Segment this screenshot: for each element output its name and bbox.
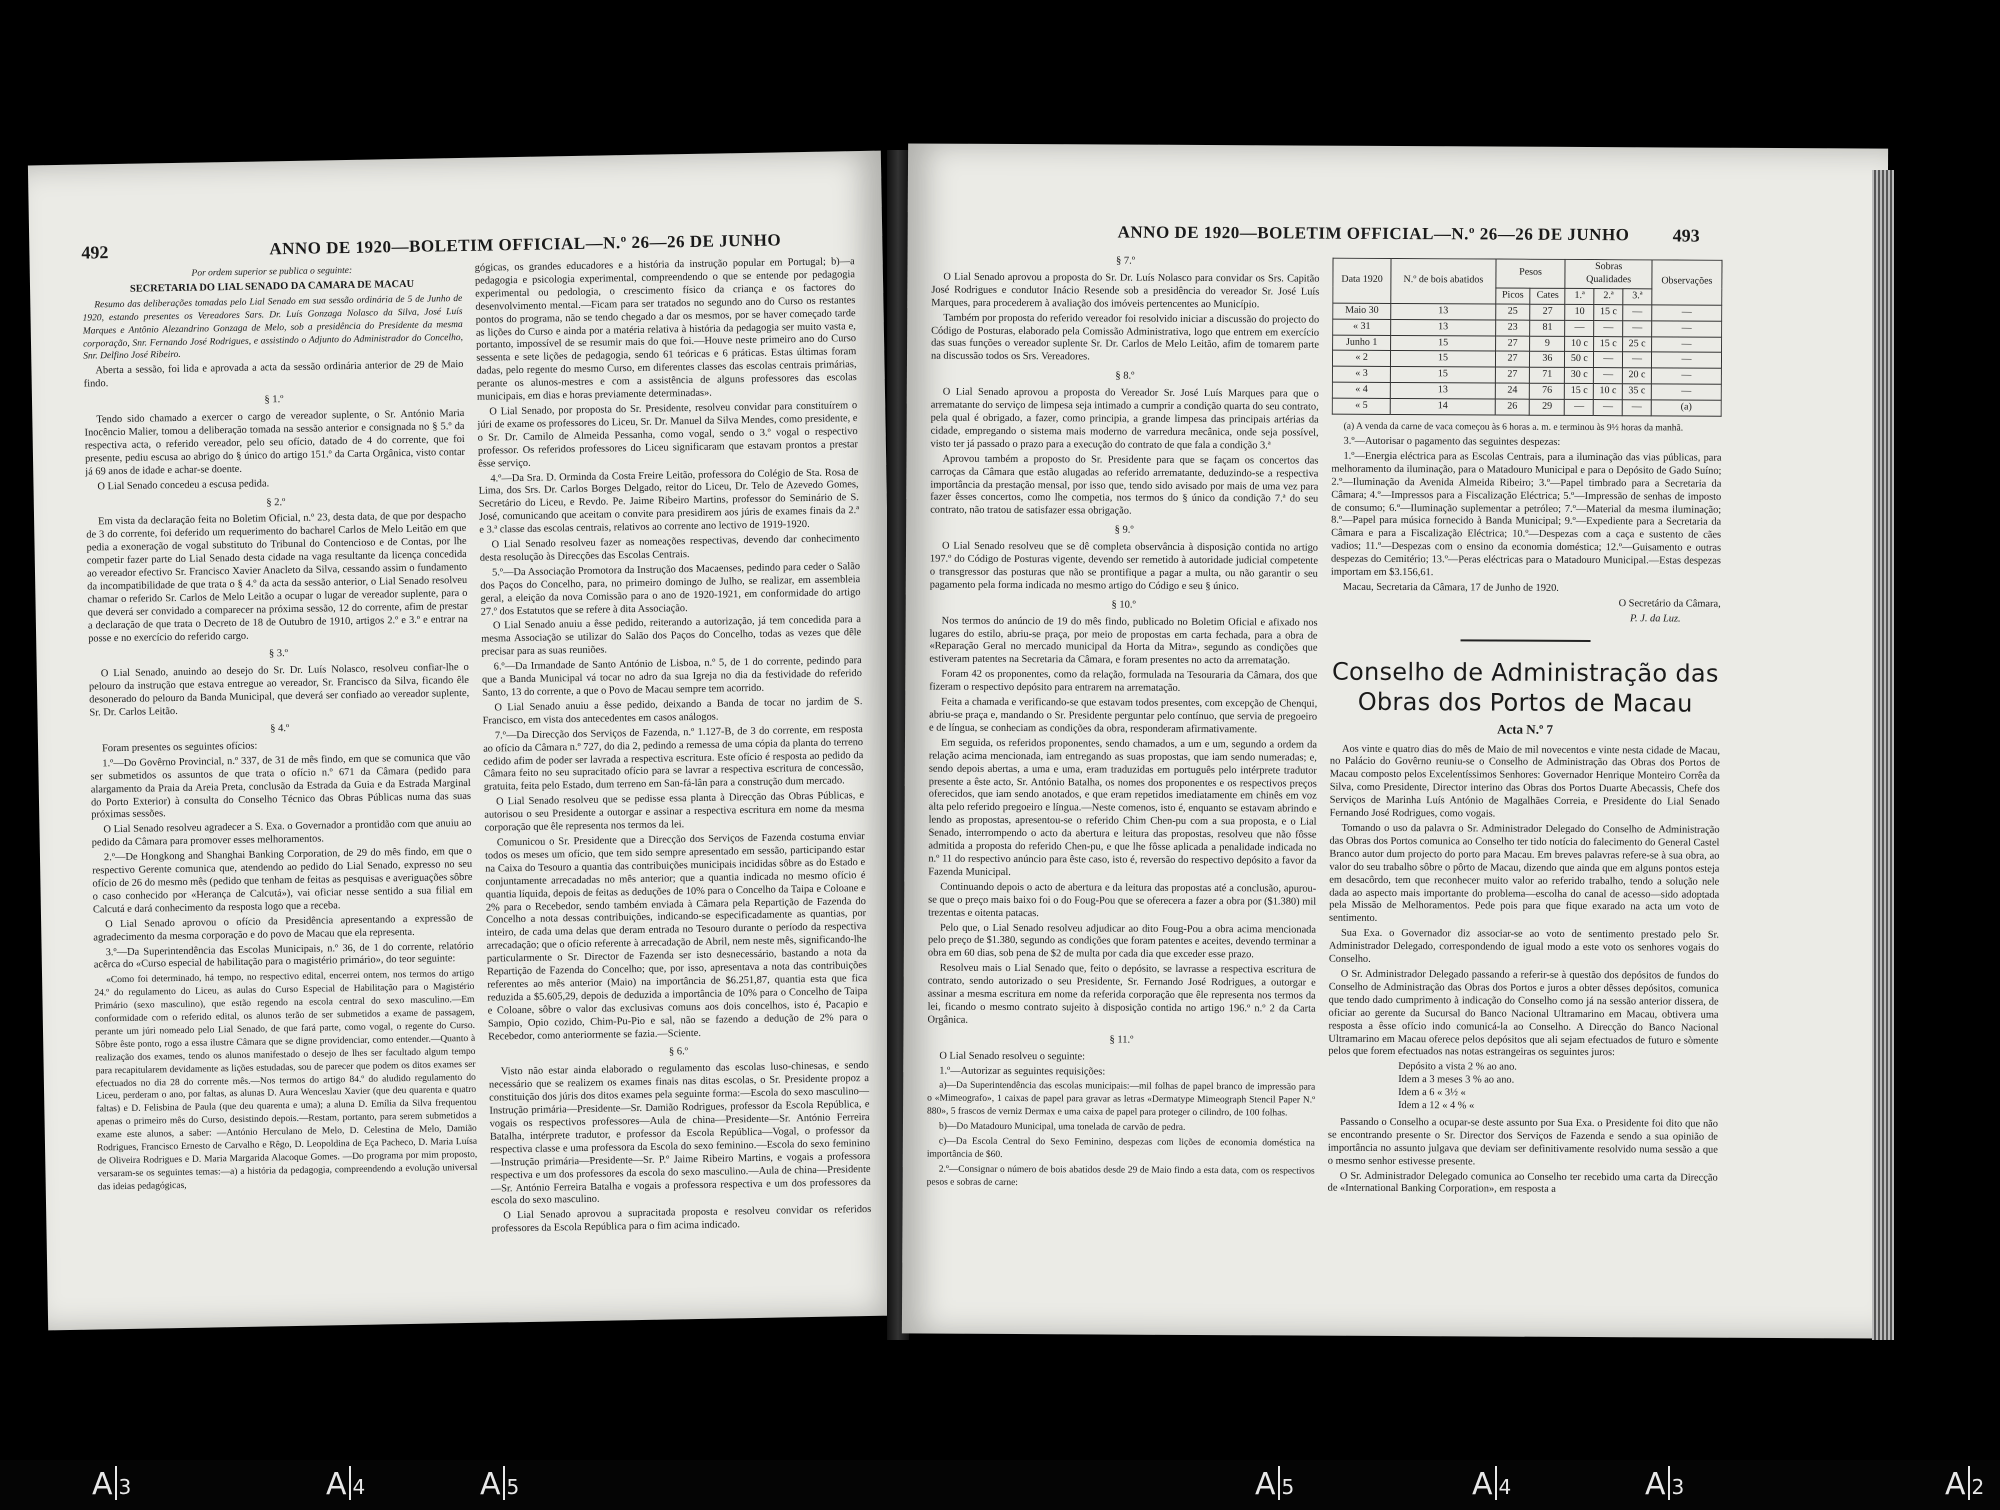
closing-place: Macau, Secretaria da Câmara, 17 de Junho de 1920. [1342,581,1559,594]
table-cell: — [1652,336,1722,352]
table-cell: — [1565,320,1594,336]
table-cell: 15 [1391,351,1496,367]
section-heading: § 11.º [1109,1034,1134,1046]
table-cell: — [1623,304,1652,320]
paragraph: Nos termos do anúncio de 19 do mês findo, publicado no Boletim Oficial e afixado nos lugares do estilo, abriu-se praça, por meio de propostas em carta fechada, para a obra de «Reparação Geral no mercado municipal da Horta da Mitra», segundo as condições que estiveram patentes na Secretaria da Câmara, e foram presentes no acto da arrematação. [929,615,1318,667]
table-subheader: Qualidades [1586,273,1632,286]
closing-role: O Secretário da Câmara, [1618,598,1721,610]
table-cell: — [1622,400,1651,416]
table-cell: 24 [1495,383,1530,399]
paragraph: 2.º—Consignar o número de bois abatidos desde 29 de Maio findo a esta data, com os respectivos pesos e sobras de carne: [926,1164,1315,1188]
slaughter-table [1332,258,1723,417]
paragraph: 3.º—Autorisar o pagamento das seguintes despezas: [1343,435,1561,448]
table-subheader: 3.ª [1623,289,1652,305]
paragraph: 1.º—Do Govêrno Provincial, n.º 337, de 31 de mês findo, em que se comunica que vão ser submetidos os assuntos de que trata o ofício n.º 671 da Câmara (pedido para alargamento da Praia da Areia Preta, conclusão da Estrada da Guia e da Estrada Marginal do Porto Exterior) à consulta do Conselho Técnico das Obras Públicas numa das suas próximas sessões. [90,751,472,821]
table-cell: — [1594,320,1623,336]
paragraph: c)—Da Escola Central do Sexo Feminino, despezas com lições de economia doméstica na importância de $60. [926,1136,1315,1160]
table-cell: 27 [1495,336,1530,352]
table-cell: — [1594,400,1623,416]
paragraph: 5.º—Da Associação Promotora da Instrução dos Macaenses, pedindo para ceder o Salão dos Paços do Concelho, para, no primeiro domingo de Julho, se realizar, em assembleia geral, a eleição da nova Comissão para o ano de 1920-1921, em conformidade do artigo 27.º dos Estatutos que se refere à dita Associação. [480,560,861,618]
right-column-2 [1327,258,1723,1320]
film-mark: A 3 [1645,1467,1685,1502]
table-cell: « 3 [1332,367,1390,383]
table-cell: Maio 30 [1333,303,1391,319]
paragraph: Visto não estar ainda elaborado o regulamento das escolas luso-chinesas, e sendo necessário que se realizem os exames finais nas ditas escolas, o Sr. Presidente propoz a constituição dos júris dos ditos exames pela seguinte forma:—Escola do sexo masculino—Instrução primária—Presidente—Sr. Damião Rodrigues, professor da Escola República, e vogais os respectivos professores—Aula de china—Presidente—Sr. António Ferreira Batalha, intérprete tradutor, e professor da Escola República—Vogal, o professor da respectiva classe e uma professora da Escola do sexo feminino.—Escola do sexo feminino—Instrução primária—Presidente—Sr. P.º Jaime Ribeiro Martins, e vogais a professora respectiva e um dos professores da escola do sexo masculino.—Aula de china—Presidente—Sr. António Ferreira Batalha e vogais a professora respectiva e um dos professores da escola do sexo masculino. [488,1060,871,1208]
paragraph: Aos vinte e quatro dias do mês de Maio de mil novecentos e vinte nesta cidade de Macau, no Palácio do Govêrno reuniu-se o Conselho de Administração das Obras dos Portos de Macau composto pelos Excelentíssimos Senhores: Governador Henrique Monteiro Corrêa da Silva, como Presidente, Director interino das Obras dos Portos Duarte Abecassis, Chefe dos Serviços de Marinha Luís António de Magalhães Correia, e Presidente do Lial Senado Fernando José Rodrigues, como vogais. [1329,743,1720,820]
table-cell: — [1651,384,1721,400]
page-header: ANNO DE 1920—BOLETIM OFFICIAL—N.º 26—26 DE JUNHO [269,230,782,259]
section-heading: § 9.º [1114,524,1134,536]
table-cell: 15 c [1594,304,1623,320]
paragraph: O Lial Senado aprovou o ofício da Presidência apresentando a expressão de agradecimento da mesma corporação e do povo de Macau que ela representa. [93,912,474,944]
table-cell: 29 [1529,399,1564,415]
paragraph: Aprovou também a proposto do Sr. Presidente para que se façam os concertos das carroças da Câmara que estão alugadas ao referido arrematante, deduzindo-se a respectiva importância da prestação mensal, por isso que, tendo sido avisado por mais de uma vez para fazer êsses concertos, como lhe competia, nos termos do § único da condição 7.ª do seu contrato, não tratou de satisfazer essa obrigação. [930,453,1319,517]
table-header [1565,259,1652,288]
table-cell: 15 c [1565,384,1594,400]
table-subheader: Cates [1530,288,1565,304]
council-title: Conselho de Administração das Obras dos Portos de Macau [1331,657,1719,718]
rate-line: Depósito a vista 2 % ao ano. [1398,1061,1517,1073]
paragraph: 7.º—Da Direcção dos Serviços de Fazenda, n.º 1.127-B, de 3 do corrente, em resposta ao ofício da Câmara n.º 727, do dia 2, pedindo a remessa de uma cópia da planta do terreno cedido afim de poder ser lavrada a respectiva escritura. Este ofício é resposta ao pedido da Câmara feito no seu supracitado ofício para se lavrar a respectiva escritura de concessão, gratuita, feita pelo Estado, dum terreno em San-fá-lân para a construção dum mercado. [483,723,864,794]
table-row [1332,398,1721,416]
table-body [1332,303,1722,416]
paragraph: O Lial Senado resolveu o seguinte: [939,1050,1086,1063]
film-mark: A 4 [326,1467,366,1502]
table-cell: 20 c [1623,368,1652,384]
intro-line: Por ordem superior se publica o seguinte: [191,265,353,279]
section-heading: § 10.º [1111,599,1136,611]
left-page [28,151,901,1331]
right-page [902,143,1888,1338]
table-cell: « 4 [1332,382,1390,398]
table-cell: 27 [1530,304,1565,320]
table-cell: 35 c [1622,384,1651,400]
section-heading: § 6.º [668,1046,689,1058]
paragraph: Continuando depois o acto de abertura e da leitura das propostas até a conclusão, apurou-se que o preço mais baixo foi o do Foug-Pou que se oferecera a fazer a obra por ($1.380) mil trezentas e oitenta patacas. [928,881,1317,919]
paragraph: Em vista da declaração feita no Boletim Oficial, n.º 23, desta data, de que por despacho de 3 do corrente, foi deferido um requerimento do bacharel Carlos de Melo Leitão em que pedia a exoneração de vogal substituto do Tribunal do Contencioso e de Contas, por lhe competir fazer parte do Lial Senado desta cidade na vaga resultante da licença concedida ao vereador efectivo Sr. Francisco Xavier Anacleto da Silva, cessando assim o fundamento da incompatibilidade de que trata o § 4.º da acta da sessão anterior, o Lial Senado resolveu chamar o referido Sr. Carlos de Melo Leitão a ocupar o lugar de vereador suplente, para o que deverá ser convidado a comparecer na próxima sessão, 12 do corrente, afim de prestar a declaração de que trata o Decreto de 18 de Outubro de 1910, artigos 2.º e 3.º e entrar na posse e no exercício do referido cargo. [86,510,468,645]
table-cell: « 5 [1332,398,1390,414]
page-edges [1872,170,1894,1340]
paragraph: O Lial Senado anuiu a êsse pedido, deixando a Banda de tocar no jardim de S. Francisco, em vista dos antecedentes em casos análogos. [482,695,863,727]
table-cell: 36 [1530,352,1565,368]
table-cell: — [1623,320,1652,336]
paragraph: Feita a chamada e verificando-se que estavam todos presentes, com excepção de Chenqui, abriu-se praça e, mandando o Sr. Presidente perguntar pelo contínuo, que servia de pregoeiro e de língua, se conheciam as condições da obra, responderam afirmativamente. [929,696,1318,736]
paragraph: Comunicou o Sr. Presidente que a Direcção dos Serviços de Fazenda costuma enviar todos os meses um ofício, que tem sido sempre apresentado em sessão, participando estar na Caixa do Tesouro a quantia das contribuições municipais incididas sôbre as do Estado e conjuntamente arrecadadas no mês anterior; que a quantia indicada no mesmo ofício é quantia líquida, depois de feitas as deduções de 10% para o Concelho da Taipa e Coloane e 2% para o Recebedor, sendo também enviada à Câmara pela Repartição de Fazenda do Concelho a nota dessas contribuições, indicando-se especificadamente as quantias, por inteiro, de cada uma delas que deram entrada no Tesouro durante o período da respectiva arrecadação; que o ofício referente à arrecadação de Abril, nem neste mês, significando-lhe particularmente o Sr. Director de Fazenda ser isto desnecessário, bastando a nota da Repartição de Fazenda do Concelho; que, por isso, apresentava a nota das contribuições referentes ao mês anterior (Maio) na importância de $6.251,87, quantia esta que fica reduzida a $5.605,29, depois de deduzida a importância de 10% para o Concelho de Taipa e Coloane, sôbre o valor das exclusivas comuns aos dois concelhos, isto é, Pacapio e Sampio, Opio cozido, Chim-Pu-Pio e sal, não se fazendo a dedução de 2% para o Recebedor, como anteriormente se fazia.—Sciente. [484,830,868,1043]
paragraph: Passando o Conselho a ocupar-se deste assunto por Sua Exa. o Presidente foi dito que não se encontrando presente o Sr. Director dos Serviços de Fazenda e sendo a sua opinião de importância no assunto julgava que deviam ser definitivamente resolvido numa sessão a que o mesmo senhor estivesse presente. [1327,1116,1719,1168]
paragraph: O Lial Senado anuiu a êsse pedido, reiterando a autorização, já tem concedida para a mesma Associação se utilizar do Salão dos Paços do Concelho, todas as vezes que dêle precisar para as suas reuniões. [481,614,862,658]
paragraph: O Lial Senado, anuindo ao desejo do Sr. Dr. Luís Nolasco, resolveu confiar-lhe o pelouro da instrução que estava entregue ao vereador, Sr. Francisco da Silva, ficando êle desonerado do pelouro da Banda Municipal, que deverá ser confiado ao vereador suplente, Sr. Dr. Carlos Leitão. [88,662,470,719]
paragraph: O Lial Senado resolveu fazer as nomeações respectivas, devendo dar conhecimento desta resolução às Direcções das Escolas Centrais. [479,533,860,564]
table-header: Sobras [1595,261,1623,273]
paragraph: Em seguida, os referidos proponentes, sendo chamados, a um e um, segundo a ordem da relação acima mencionada, iam entregando as suas propostas, que iam sendo numeradas; e, sendo depois abertas, a uma e uma, eram traduzidas em português pelo intérprete tradutor presente a êste acto, Sr. António Batalha, os nomes dos proponentes e os respectivos preços oferecidos, que iam sendo anotados, e que eram repetidos imediatamente em chinês em voz alta pelo referido pregoeiro e língua.—Neste comenos, isto é, enquanto se estavam abrindo e lendo as propostas, apresentou-se o referido Chim Chen-pu com a sua proposta, e o Lial Senado, interrompendo o acto da abertura e leitura das propostas, resolveu que não fôsse admitida a proposta do referido Chen-pu, e que lhe fôsse aplicada a penalidade indicada no n.º 11 do respectivo anúncio para êste caso, isto é, reversão do respectivo depósito a favor da Fazenda Municipal. [928,737,1318,878]
table-header: Pesos [1496,259,1566,288]
paragraph: O Lial Senado aprovou a proposta do Sr. Dr. Luís Nolasco para convidar os Srs. Capitão José Rodrigues e condutor Inácio Resende sob a presidência do vereador Sr. José Luís Marques, para procederem à avaliação dos imóveis pertencentes ao Município. [931,271,1320,311]
section-heading: § 3.º [268,648,289,660]
table-cell: 14 [1390,399,1495,415]
paragraph: b)—Do Matadouro Municipal, uma tonelada de carvão de pedra. [938,1121,1186,1134]
table-cell: 50 c [1565,352,1594,368]
table-header: Data 1920 [1333,258,1391,303]
table-cell: 10 c [1565,336,1594,352]
table-cell: (a) [1651,400,1721,416]
paragraph: 3.º—Da Superintendência das Escolas Municipais, n.º 36, de 1 do corrente, relatório acêrca do «Curso especial de habilitação para o magistério primário», do teor seguinte: [93,940,474,971]
right-column-1 [926,249,1320,1311]
table-cell: 76 [1530,383,1565,399]
divider [1461,639,1591,642]
paragraph: Resolveu mais o Lial Senado que, feito o depósito, se lavrasse a respectiva escritura de contrato, sendo autorizado o seu Presidente, Sr. Fernando José Rodrigues, a outorgar e assinar a mesma escritura em nome da referida corporação que êle representa nos termos da lei, ficando o mesmo contrato sujeito à disposição contida no artigo 196.º n.º 2 da Carta Orgânica. [927,962,1316,1026]
rate-line: Idem a 6 « 3½ « [1398,1087,1466,1099]
table-cell: — [1565,400,1594,416]
section-heading: § 7.º [1115,255,1136,267]
film-strip [0,1460,2000,1510]
table-cell: 71 [1530,368,1565,384]
table-cell: 23 [1495,320,1530,336]
section-heading: § 2.º [266,496,286,508]
table-subheader: Picos [1496,288,1531,304]
paragraph: O Lial Senado concedeu a escusa pedida. [97,477,270,492]
table-cell: 15 [1391,335,1496,351]
table-cell: 27 [1495,367,1530,383]
film-mark: A 4 [1472,1467,1512,1502]
paragraph: O Lial Senado aprovou a supracitada proposta e resolveu convidar os referidos professores da Escola República para o fim acima indicado. [491,1204,872,1235]
paragraph: Tendo sido chamado a exercer o cargo de vereador suplente, o Sr. António Maria Inocêncio Malier, tomou a deliberação tomada na sessão anterior e consignada no § 5.º da respectiva acta, o referido vereador, pelo seu ofício, datado de 4 do corrente, que foi presente, pediu escusa ao abrigo do § único do artigo 151.º da Carta Orgânica, visto contar já 69 anos de idade e achar-se doente. [84,408,466,478]
table-cell: — [1623,352,1652,368]
paragraph: O Lial Senado resolveu que se pedisse essa planta à Direcção das Obras Públicas, e autorisou o seu Presidente a outorgar e assinar a respectiva escritura em nome da mesma corporação que êle representa nos termos da lei. [484,790,865,834]
left-column-1 [82,263,480,1309]
paragraph: Foram presentes os seguintes ofícios: [101,740,258,755]
table-cell: 13 [1391,383,1496,399]
interest-rates [1328,1061,1718,1115]
table-cell: 15 c [1594,336,1623,352]
paragraph: O Lial Senado resolveu que se dê completa observância à disposição contida no artigo 197.º do Código de Posturas vigente, devendo ser remetido à autoridade judicial competente o transgressor das posturas que não se prontifique a pagar a multa, ou não garantir o seu pagamento pela forma indicada no mesmo artigo do Código e seu § único. [929,540,1319,593]
table-cell: — [1594,352,1623,368]
table-subheader: 1.ª [1565,288,1594,304]
table-cell: 25 c [1623,336,1652,352]
paragraph: O Lial Senado, por proposta do Sr. Presidente, resolveu convidar para constituírem o júri de exame os professores do Liceu, Sr. Dr. Manuel da Silva Mendes, como presidente, e o Sr. Dr. Camilo de Almeida Pessanha, como vogal, sendo o 3.º vogal o respectivo professor. Os referidos professores do Liceu significaram que estavam prontos a prestar êsse serviço. [477,400,858,470]
paragraph: O Lial Senado aprovou a proposta do Vereador Sr. José Luís Marques para que o arrematante do serviço de limpesa seja intimado a cumprir a condição quarta do seu contrato, pela qual é obrigado, a fazer, como principia, a grande limpesa das principais artérias da cidade, empregando o sistema mais moderno de varredura mecânica, onde seja possível, visto ter já passado o prazo para a execução do contrato de que fala a condição 3.ª [930,386,1319,452]
left-column-2 [475,256,873,1302]
film-mark: A 3 [92,1467,132,1502]
paragraph: O Sr. Administrador Delegado passando a referir-se à questão dos depósitos de fundos do Conselho de Administração das Obras dos Portos e juros a obter dêsses depósitos, comunica que tendo dado cumprimento à indicação do Conselho como já na sessão anterior dissera, de oficiar ao gerente da Sucursal do Banco Nacional Ultramarino em Macau, obtivera uma resposta a êsse ofício indo comunicá-la ao Conselho. A Direcção do Banco Nacional Ultramarino em Macau oferece pelos depósitos que ali sejam efectuados de futuro e sòmente pelos que forem efectuados nas notas estrangeiras os seguintes juros: [1328,968,1719,1059]
table-cell: 13 [1391,319,1496,335]
summary-text: Resumo das deliberações tomadas pelo Lial Senado em sua sessão ordinária de 5 de Junho de 1920, estando presentes os Vereadores Sars. Dr. Luís Gonzaga Nolasco da Silva, José Luís Marques e Antônio Alezandrino Gonzaga de Melo, sob a presidência do Presidente da mesma corporação, Snr. Fernando José Rodrigues, e assistindo o Adjunto do Administrador do Concelho, Snr. Delfino José Ribeiro. [82,293,464,363]
film-mark: A 5 [480,1467,520,1502]
table-cell: « 2 [1332,351,1390,367]
page-number: 493 [1672,225,1700,246]
film-mark: A 5 [1255,1467,1295,1502]
table-cell: 10 c [1594,384,1623,400]
page-header: ANNO DE 1920—BOLETIM OFFICIAL—N.º 26—26 DE JUNHO [1117,222,1630,245]
table-header: Observações [1652,260,1722,305]
table-cell: Junho 1 [1333,335,1391,351]
table-cell: 13 [1391,303,1496,319]
quoted-report: «Como foi determinado, há tempo, no respectivo edital, encerrei ontem, nos termos do artigo 24.º do regulamento do Liceu, as aulas do Curso Especial de Habilitação para o Magistério Primário (sexo masculino), que estão regendo na escola central do sexo masculino.—Em conformidade com o referido edital, os alunos terão de ser submetidos a exame de passagem, perante um júri nomeado pelo Lial Senado, de que fará parte, como vogal, o regente do Curso. Sôbre êste ponto, rogo a essa ilustre Câmara que se digne providenciar, como entender.—Quanto à realização dos exames, tendo os alunos manifestado o desejo de lhes ser facultado algum tempo para recapitularem devidamente as lições estudadas, sou de parecer que podem os ditos exames ser efectuados no dia 28 do corrente mês.—Nos termos do artigo 84.º do aludido regulamento do Liceu, perderam o ano, por faltas, as alunas D. Aura Wenceslau Xavier (que deu quarenta e quatro faltas) e D. Felisbina de Paula (que deu quarenta e uma); a aluna D. Emília da Silva frequentou apenas o primeiro mês do Curso, desistindo depois.—Restam, portanto, para serem submetidos a exame este alunos, a saber: —António Herculano de Melo, D. Celestina de Melo, Damião Rodrigues, Francisco Ernesto de Carvalho e Rêgo, D. Leopoldina de Eça Pacheco, D. Maria Luísa de Oliveira Rodrigues e D. Maria Margarida Alacoque Gomes. —Do programa por mim proposto, versaram-se os seguintes temas:—a) a história da pedagogia, compreendendo a evolução universal das ideias pedagógicas, [94,969,478,1193]
table-cell: — [1652,320,1722,336]
table-cell: 25 [1495,304,1530,320]
table-cell: 27 [1495,351,1530,367]
paragraph: 4.º—Da Sra. D. Orminda da Costa Freire Leitão, professora do Colégio de Sta. Rosa de Lima, dos Srs. Dr. Carlos Borges Delgado, reitor do Liceu, Dr. Telo de Azevedo Gomes, Secretário do Liceu, e Revdo. Pe. Jaime Ribeiro Martins, professor do Seminário de S. José, comunicando que aceitam o convite para presidirem aos júris de exames finais da 2.ª e 3.ª classe das escolas centrais, relativos ao corrente ano lectivo de 1919-1920. [478,466,860,536]
table-cell: — [1651,352,1721,368]
opening-text: Aberta a sessão, foi lida e aprovada a acta da sessão ordinária anterior de 29 de Maio findo. [83,359,464,390]
table-cell: — [1594,368,1623,384]
table-cell: 30 c [1565,368,1594,384]
film-mark: A 2 [1945,1467,1985,1502]
section-heading: § 4.º [270,723,290,735]
section-heading: § 1.º [264,394,284,406]
table-cell: — [1652,305,1722,321]
paragraph: Também por proposta do referido vereador foi resolvido iniciar a discussão do projecto do Código de Posturas, elaborado pela Comissão Administrativa, logo que entrem em exercício das suas funções o vereador suplente Sr. Dr. Carlos de Melo Leitão, afim de tomarem parte na discussão todos os Srs. Vereadores. [930,312,1320,363]
table-cell: « 31 [1333,319,1391,335]
table-cell: 9 [1530,336,1565,352]
paragraph: Tomando o uso da palavra o Sr. Administrador Delegado do Conselho de Administração das Obras dos Portos comunica ao Conselho ter tido notícia do falecimento do General Castel Branco autor dum projecto do porto para Macau. Em breves palavras refere-se à sua obra, ao valor do seu trabalho sôbre o pôrto de Macau, dizendo que ainda que em alguns pontos esteja em desacôrdo, tem que reconhecer muito valor ao referido trabalho, tendo a solução nele dada ao aspecto mais importante do problema—escolha do canal de acesso—sido adoptada pela Missão de Melhoramentos. Pede pois para que fique exarado na acta um voto de sentimento. [1329,822,1720,925]
paragraph: 6.º—Da Irmandade de Santo António de Lisboa, n.º 5, de 1 do corrente, pedindo para que a Banda Municipal vá tocar no adro da sua Igreja no dia da festividade do referido Santo, 13 do corrente, a que o Povo de Macau sempre tem acorrido. [481,655,862,699]
paragraph: a)—Da Superintendência das escolas municipais:—mil folhas de papel branco de impressão para o «Mimeografo», 1 caixas de papel para gravar as letras «Dermatype Mimeograph Stencil Paper N.º 880», 5 frascos de verniz Dermax e uma caixa de papel para proteger o cilindro, de 100 folhas. [927,1081,1316,1119]
paragraph: Foram 42 os proponentes, como da relação, formulada na Tesouraria da Câmara, dos que fizeram o respectivo depósito para entrarem na arrematação. [929,668,1318,695]
table-note: (a) A venda da carne de vaca começou às 6 horas a. m. e terminou às 9½ horas da manhã. [1343,421,1684,434]
acta-number: Acta N.º 7 [1497,721,1554,737]
section-title: SECRETARIA DO LIAL SENADO DA CAMARA DE MACAU [129,278,415,295]
table-cell: 26 [1495,399,1530,415]
paragraph: 2.º—De Hongkong and Shanghai Banking Corporation, de 29 do mês findo, em que o respectivo Gerente comunica que, atendendo ao pedido do Lial Senado, expresso no seu ofício de 26 do mesmo mês (pedido que tenham de feitas as pesquisas e averiguações sôbre o caso conhecido por «Herança de Calcutá»), vai oficiar nesse sentido a sua filial em Calcutá e dará conhecimento da resposta logo que a receba. [92,846,473,916]
paragraph: O Sr. Administrador Delegado comunica ao Conselho ter recebido uma carta da Direcção de «International Banking Corporation», em resposta a [1327,1170,1718,1196]
page-number: 492 [81,242,109,263]
table-cell: 10 [1565,304,1594,320]
rate-line: Idem a 3 meses 3 % ao ano. [1398,1074,1515,1086]
rate-line: Idem a 12 « 4 % « [1398,1100,1475,1112]
paragraph: O Lial Senado resolveu agradecer a S. Exa. o Governador a prontidão com que anuiu ao pedido da Câmara para promover esses melhoramentos. [91,818,472,849]
table-cell: 15 [1391,367,1496,383]
section-heading: § 8.º [1115,370,1135,382]
table-header: N.º de bois abatidos [1391,258,1496,303]
closing-name: P. J. da Luz. [1629,612,1681,625]
paragraph: gógicas, os grandes educadores e a história da instrução popular em Portugal; b)—a pedagogia e psicologia experimental, compreendendo o que se entende por pedagogia experimental ou pedologia, o crescimento físico da criança e os factores do desenvolvimento mental.—Ficam para ser tratados no segundo ano do Curso os restantes pontos do programa, não se tendo chegado a dar os mesmos, por se haver começado tarde as lições do Curso e ainda por a matéria relativa à história da pedagogia ser muito vasta e, portanto, impossível de se resumir mais do que foi.—Houve neste primeiro ano do Curso sessenta e sete lições de pedagogia, sendo 61 teóricas e 6 práticas. Estas últimas foram dadas, pelo regente do mesmo Curso, em diferentes classes das escolas centrais primárias, perante os alunos-mestres e com a assistência de alguns professores das escolas municipais, em dias e horas previamente determinadas». [474,256,857,403]
table-subheader: 2.ª [1594,288,1623,304]
table-cell: 81 [1530,320,1565,336]
paragraph: Sua Exa. o Governador diz associar-se ao voto de sentimento prestado pelo Sr. Administrador Delegado, correspondendo de igual modo a este voto os senhores vogais do Conselho. [1328,927,1720,965]
paragraph: 1.º—Energia eléctrica para as Escolas Centrais, para a iluminação das vias públicas, para melhoramento da iluminação, para o Matadouro Municipal e para o Depósito de Gado Suíno; 2.º—Iluminação da Avenida Almeida Ribeiro; 3.º—Papel timbrado para a Secretaria da Câmara; 4.º—Impressos para a Fiscalização Eléctrica; 5.º—Impressão de senhas de imposto de consumo; 6.º—Iluminação suplementar a petróleo; 7.º—Material da mesma iluminação; 8.º—Papel para música fornecido à Banda Municipal; 9.º—Expediente para a Secretaria da Câmara e para a Fiscalização Eléctrica; 10.º—Despezas com a caça e sustento de cães vadios; 11.º—Despezas com o ensino da economia doméstica; 12.º—Guisamento e outras despezas do Cemitério; 13.º—Peras eléctricas para o Matadouro Municipal.—Estas despezas importam em $3.156,61. [1330,450,1722,579]
paragraph: 1.º—Autorizar as seguintes requisições: [939,1065,1106,1078]
paragraph: Pelo que, o Lial Senado resolveu adjudicar ao dito Foug-Pou a obra acima mencionada pelo preço de $1.380, segundo as condições que foram patentes e aceites, devendo terminar a obra em 60 dias, sob pena de $2 de multa por cada dia que exceder esse prazo. [927,922,1317,961]
table-cell: — [1651,368,1721,384]
